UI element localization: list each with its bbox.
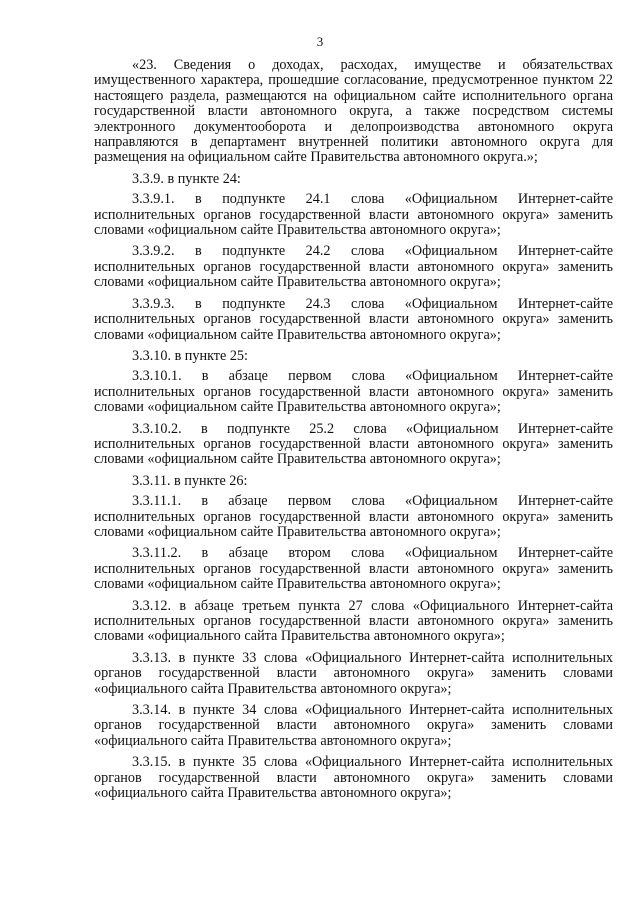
paragraph-3-3-14: 3.3.14. в пункте 34 слова «Официального Интернет-сайта исполнительных органов государственной власти автономного округа» заменить словами «официального сайта Правительства автономного округа»; xyxy=(94,702,613,749)
paragraph-3-3-11: 3.3.11. в пункте 26: xyxy=(132,472,248,489)
paragraph-clause-23: «23. Сведения о доходах, расходах, имуществе и обязательствах имущественного характера, прошедшие согласование, предусмотренное пунктом 22 настоящего раздела, размещаются на официальном сайте исполнительного органа государственной власти автономного округа, а также посредством системы электронного документооборота и делопроизводства автономного округа направляются в департамент внутренней политики автономного округа для размещения на официальном сайте Правительства автономного округа.»; xyxy=(94,57,613,166)
paragraph-3-3-13: 3.3.13. в пункте 33 слова «Официального Интернет-сайта исполнительных органов государственной власти автономного округа» заменить словами «официального сайта Правительства автономного округа»; xyxy=(94,649,613,697)
paragraph-3-3-15: 3.3.15. в пункте 35 слова «Официального Интернет-сайта исполнительных органов государственной власти автономного округа» заменить словами «официального сайта Правительства автономного округа»; xyxy=(94,754,613,802)
paragraph-3-3-11-2: 3.3.11.2. в абзаце втором слова «Официальном Интернет-сайте исполнительных органов государственной власти автономного округа» заменить словами «официальном сайте Правительства автономного округа»; xyxy=(94,545,613,593)
paragraph-3-3-10: 3.3.10. в пункте 25: xyxy=(132,347,248,364)
paragraph-3-3-10-2: 3.3.10.2. в подпункте 25.2 слова «Официальном Интернет-сайте исполнительных органов государственной власти автономного округа» заменить словами «официальном сайте Правительства автономного округа»; xyxy=(94,420,613,468)
paragraph-3-3-10-1: 3.3.10.1. в абзаце первом слова «Официальном Интернет-сайте исполнительных органов государственной власти автономного округа» заменить словами «официальном сайте Правительства автономного округа»; xyxy=(94,368,613,416)
paragraph-3-3-9-3: 3.3.9.3. в подпункте 24.3 слова «Официальном Интернет-сайте исполнительных органов государственной власти автономного округа» заменить словами «официальном сайте Правительства автономного округа»; xyxy=(94,295,613,343)
paragraph-3-3-9: 3.3.9. в пункте 24: xyxy=(132,170,241,187)
paragraph-3-3-12: 3.3.12. в абзаце третьем пункта 27 слова «Официального Интернет-сайта исполнительных органов государственной власти автономного округа» заменить словами «официального сайта Правительства автономного округа»; xyxy=(94,597,613,645)
paragraph-3-3-9-1: 3.3.9.1. в подпункте 24.1 слова «Официальном Интернет-сайте исполнительных органов государственной власти автономного округа» заменить словами «официальном сайте Правительства автономного округа»; xyxy=(94,191,613,239)
paragraph-3-3-9-2: 3.3.9.2. в подпункте 24.2 слова «Официальном Интернет-сайте исполнительных органов государственной власти автономного округа» заменить словами «официальном сайте Правительства автономного округа»; xyxy=(94,243,613,291)
page-number: 3 xyxy=(316,34,324,49)
paragraph-3-3-11-1: 3.3.11.1. в абзаце первом слова «Официальном Интернет-сайте исполнительных органов государственной власти автономного округа» заменить словами «официальном сайте Правительства автономного округа»; xyxy=(94,493,613,540)
document-body xyxy=(94,58,613,807)
